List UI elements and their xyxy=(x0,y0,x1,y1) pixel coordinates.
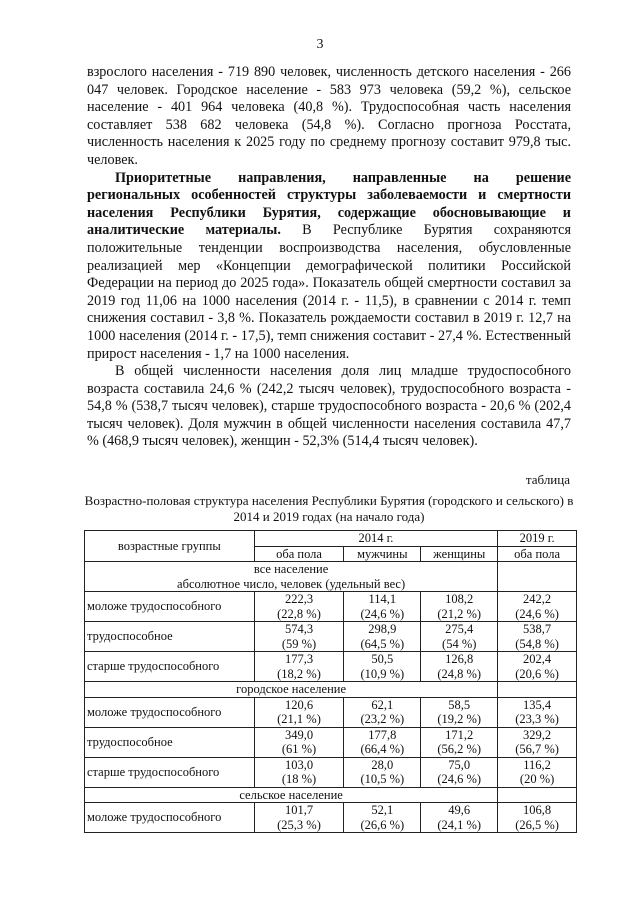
age-sex-table xyxy=(84,530,577,833)
cell-both-sexes-2019: 202,4 (20,6 %) xyxy=(498,652,577,682)
cell-both-sexes-2019: 106,8 (26,5 %) xyxy=(498,803,577,833)
paragraph-population: взрослого населения - 719 890 человек, численность детского населения - 266 047 человек. Городское население - 583 973 человека (59,2 %), сельское население - 401 964 человека (40,8 %). Трудоспособная часть населения составляет 538 682 человека (54,8 %). Согласно прогноза Росстата, численность населения к 2025 году по среднему прогнозу составит 979,8 тыс. человек. xyxy=(87,64,571,168)
header-both-sexes: оба пола xyxy=(254,546,344,562)
cell-both-sexes-2014: 349,0 (61 %) xyxy=(254,727,344,757)
cell-women-2014: 49,6 (24,1 %) xyxy=(421,803,498,833)
section-header-row xyxy=(85,562,577,592)
table-header-row xyxy=(85,531,577,547)
table-row xyxy=(85,727,577,757)
section-header-row xyxy=(85,787,577,803)
priorities-text: В Республике Бурятия сохраняются положительные тенденции воспроизводства населения, обусловленные реализацией мер «Концепции демографической политики Российской Федерации на период до 2025 года». Показатель общей смертности составил за 2019 год 11,06 на 1000 населения (2014 г. - 11,5), в сравнении с 2014 г. темп снижения составил - 3,8 %. Показатель рождаемости составил в 2019 г. 12,7 на 1000 населения (2014 г. - 17,5), темп снижения составит - 27,4 %. Естественный прирост населения - 1,7 на 1000 населения. xyxy=(87,222,571,362)
cell-women-2014: 171,2 (56,2 %) xyxy=(421,727,498,757)
cell-men-2014: 52,1 (26,6 %) xyxy=(344,803,421,833)
cell-men-2014: 298,9 (64,5 %) xyxy=(344,622,421,652)
cell-both-sexes-2014: 101,7 (25,3 %) xyxy=(254,803,344,833)
table-row xyxy=(85,697,577,727)
section-header-row xyxy=(85,682,577,698)
row-label: моложе трудоспособного xyxy=(85,803,255,833)
cell-women-2014: 108,2 (21,2 %) xyxy=(421,592,498,622)
cell-men-2014: 28,0 (10,5 %) xyxy=(344,757,421,787)
section-title: сельское население xyxy=(85,787,498,803)
cell-both-sexes-2014: 574,3 (59 %) xyxy=(254,622,344,652)
cell-both-sexes-2014: 120,6 (21,1 %) xyxy=(254,697,344,727)
cell-both-sexes-2019: 329,2 (56,7 %) xyxy=(498,727,577,757)
row-label: моложе трудоспособного xyxy=(85,697,255,727)
section-title: все население абсолютное число, человек (удельный вес) xyxy=(85,562,498,592)
header-2019: 2019 г. xyxy=(498,531,577,547)
header-both-sexes-2019: оба пола xyxy=(498,546,577,562)
cell-both-sexes-2014: 177,3 (18,2 %) xyxy=(254,652,344,682)
header-2014: 2014 г. xyxy=(254,531,498,547)
section-title-blank xyxy=(498,562,577,592)
section-title: городское население xyxy=(85,682,498,698)
section-title-blank xyxy=(498,787,577,803)
page-number: 3 xyxy=(316,37,324,52)
cell-both-sexes-2019: 116,2 (20 %) xyxy=(498,757,577,787)
cell-both-sexes-2019: 242,2 (24,6 %) xyxy=(498,592,577,622)
header-men: мужчины xyxy=(344,546,421,562)
table-caption: Возрастно-половая структура населения Республики Бурятия (городского и сельского) в 2014 и 2019 годах (на начало года) xyxy=(84,493,574,524)
cell-women-2014: 58,5 (19,2 %) xyxy=(421,697,498,727)
paragraph-age-structure: В общей численности населения доля лиц младше трудоспособного возраста составила 24,6 % (242,2 тысяч человек), трудоспособного возраста - 54,8 % (538,7 тысяч человек), старше трудоспособного возраста - 20,6 % (202,4 тысяч человек). Доля мужчин в общей численности населения составила 47,7 % (468,9 тысяч человек), женщин - 52,3% (514,4 тысяч человек). xyxy=(87,363,571,450)
cell-men-2014: 177,8 (66,4 %) xyxy=(344,727,421,757)
row-label: старше трудоспособного xyxy=(85,652,255,682)
cell-men-2014: 62,1 (23,2 %) xyxy=(344,697,421,727)
cell-women-2014: 126,8 (24,8 %) xyxy=(421,652,498,682)
row-label: моложе трудоспособного xyxy=(85,592,255,622)
cell-both-sexes-2014: 103,0 (18 %) xyxy=(254,757,344,787)
table-row xyxy=(85,622,577,652)
table-body xyxy=(85,562,577,833)
cell-men-2014: 114,1 (24,6 %) xyxy=(344,592,421,622)
table-row xyxy=(85,592,577,622)
table-row xyxy=(85,803,577,833)
cell-both-sexes-2014: 222,3 (22,8 %) xyxy=(254,592,344,622)
priorities-heading: Приоритетные направления, направленные на решение региональных особенностей структуры заболеваемости и смертности населения Республики Бурятия, содержащие обосновывающие и аналитические материалы. xyxy=(87,169,571,239)
table-row xyxy=(85,652,577,682)
body-text xyxy=(87,64,571,451)
section-title-blank xyxy=(498,682,577,698)
row-label: старше трудоспособного xyxy=(85,757,255,787)
cell-men-2014: 50,5 (10,9 %) xyxy=(344,652,421,682)
cell-women-2014: 275,4 (54 %) xyxy=(421,622,498,652)
paragraph-priorities xyxy=(87,170,571,364)
row-label: трудоспособное xyxy=(85,727,255,757)
row-label: трудоспособное xyxy=(85,622,255,652)
cell-women-2014: 75,0 (24,6 %) xyxy=(421,757,498,787)
table-row xyxy=(85,757,577,787)
cell-both-sexes-2019: 135,4 (23,3 %) xyxy=(498,697,577,727)
header-age-groups: возрастные группы xyxy=(85,531,255,562)
cell-both-sexes-2019: 538,7 (54,8 %) xyxy=(498,622,577,652)
table-tag: таблица xyxy=(525,472,570,487)
header-women: женщины xyxy=(421,546,498,562)
